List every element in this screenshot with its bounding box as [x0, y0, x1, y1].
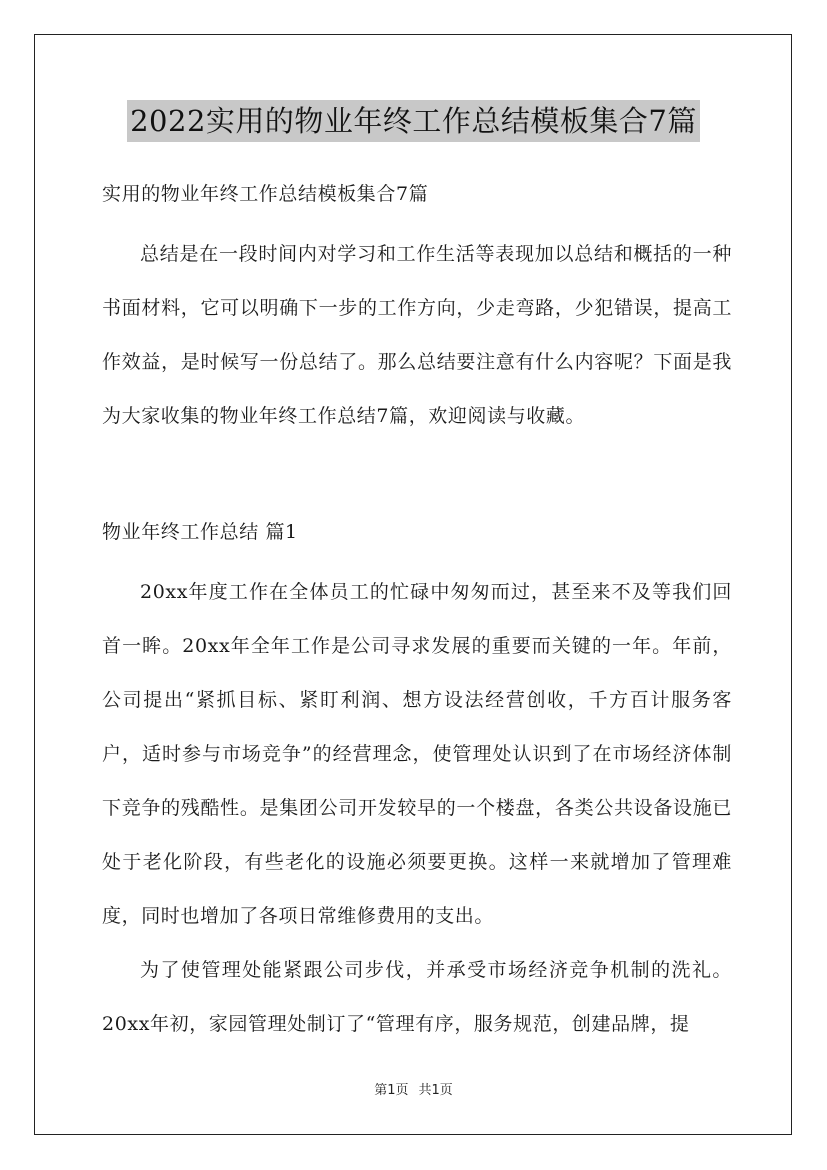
- page-footer: [0, 1082, 827, 1100]
- intro-paragraph: 总结是在一段时间内对学习和工作生活等表现加以总结和概括的一种书面材料，它可以明确下一步的工作方向，少走弯路，少犯错误，提高工作效益，是时候写一份总结了。那么总结要注意有什么内容呢？下面是我为大家收集的物业年终工作总结7篇，欢迎阅读与收藏。: [102, 243, 732, 427]
- section-heading: 物业年终工作总结 篇1: [102, 521, 298, 543]
- document-subtitle: 实用的物业年终工作总结模板集合7篇: [102, 183, 429, 205]
- body-paragraph: 20xx年度工作在全体员工的忙碌中匆匆而过，甚至来不及等我们回首一眸。20xx年全年工作是公司寻求发展的重要而关键的一年。年前，公司提出“紧抓目标、紧盯利润、想方设法经营创收，千方百计服务客户，适时参与市场竞争”的经营理念，使管理处认识到了在市场经济体制下竞争的残酷性。是集团公司开发较早的一个楼盘，各类公共设备设施已处于老化阶段，有些老化的设施必须要更换。这样一来就增加了管理难度，同时也增加了各项日常维修费用的支出。: [102, 581, 732, 927]
- page-number: 第1页: [374, 1083, 409, 1098]
- body-paragraph: 为了使管理处能紧跟公司步伐，并承受市场经济竞争机制的洗礼。20xx年初，家园管理处制订了“管理有序，服务规范，创建品牌，提: [102, 959, 732, 1035]
- document-body: [102, 174, 732, 1051]
- document-title-text: 2022实用的物业年终工作总结模板集合7篇: [127, 100, 700, 142]
- document-title: [0, 100, 827, 144]
- page-total: 共1页: [418, 1083, 453, 1098]
